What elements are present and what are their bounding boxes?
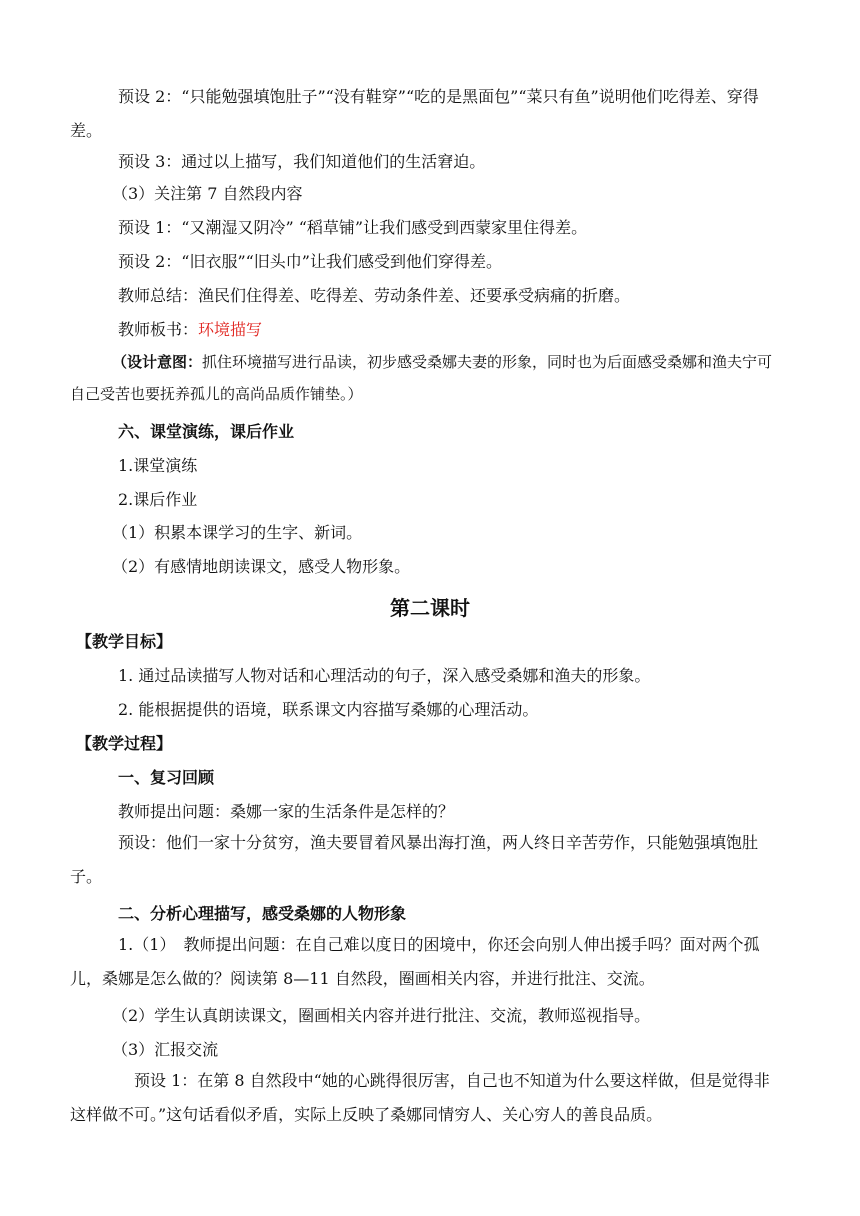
teaching-process-heading: 【教学过程】 [76, 734, 173, 753]
preset-2b-line: 预设 2：“旧衣服”“旧头巾”让我们感受到他们穿得差。 [118, 252, 502, 271]
board-writing-label: 教师板书： [118, 320, 199, 339]
goal-2: 2. 能根据提供的语境，联系课文内容描写桑娜的心理活动。 [118, 700, 539, 719]
step-1: 1.（1） 教师提出问题：在自己难以度日的困境中，你还会向别人伸出援手吗？面对两个孤儿，桑娜是怎么做的？阅读第 8—11 自然段，圈画相关内容，并进行批注、交流。 [70, 935, 760, 988]
step-2: （2）学生认真朗读课文，圈画相关内容并进行批注、交流，教师巡视指导。 [112, 1006, 651, 1025]
board-writing [70, 318, 782, 342]
section-6-heading: 六、课堂演练，课后作业 [118, 422, 295, 441]
review-question: 教师提出问题：桑娜一家的生活条件是怎样的？ [118, 802, 455, 821]
teaching-goals-heading: 【教学目标】 [76, 632, 173, 651]
design-intent [70, 346, 782, 410]
goal-1: 1. 通过品读描写人物对话和心理活动的句子，深入感受桑娜和渔夫的形象。 [118, 666, 651, 685]
design-text: 抓住环境描写进行品读，初步感受桑娜夫妻的形象，同时也为后面感受桑娜和渔夫宁可自己受苦也要抚养孤儿的高尚品质作铺垫。） [70, 353, 773, 403]
step-3: （3）汇报交流 [112, 1040, 219, 1059]
design-open: （ [112, 353, 128, 371]
preset-2-line: 预设 2：“只能勉强填饱肚子”“没有鞋穿”“吃的是黑面包”“菜只有鱼”说明他们吃得差、穿得差。 [70, 87, 759, 140]
board-writing-value: 环境描写 [198, 320, 263, 339]
section-1-heading: 一、复习回顾 [118, 768, 215, 787]
lesson-2-title: 第二课时 [390, 596, 470, 620]
preset-1-line: 预设 1：“又潮湿又阴冷” “稻草铺”让我们感受到西蒙家里住得差。 [118, 218, 588, 237]
teacher-summary: 教师总结：渔民们住得差、吃得差、劳动条件差、还要承受病痛的折磨。 [118, 286, 631, 305]
review-answer: 预设：他们一家十分贫穷，渔夫要冒着风暴出海打渔，两人终日辛苦劳作，只能勉强填饱肚子。 [70, 833, 759, 886]
practice-item: 1.课堂演练 [118, 456, 198, 475]
homework-item: 2.课后作业 [118, 490, 198, 509]
focus-para-7: （3）关注第 7 自然段内容 [112, 184, 303, 203]
section-2-heading: 二、分析心理描写，感受桑娜的人物形象 [118, 904, 407, 923]
homework-2: （2）有感情地朗读课文，感受人物形象。 [112, 557, 411, 576]
homework-1: （1）积累本课学习的生字、新词。 [112, 523, 363, 542]
preset-3-line: 预设 3：通过以上描写，我们知道他们的生活窘迫。 [118, 152, 486, 171]
design-label: 设计意图： [127, 353, 203, 371]
preset-1-answer: 预设 1：在第 8 自然段中“她的心跳得很厉害，自己也不知道为什么要这样做，但是觉得非这样做不可。”这句话看似矛盾，实际上反映了桑娜同情穷人、关心穷人的善良品质。 [70, 1071, 770, 1124]
